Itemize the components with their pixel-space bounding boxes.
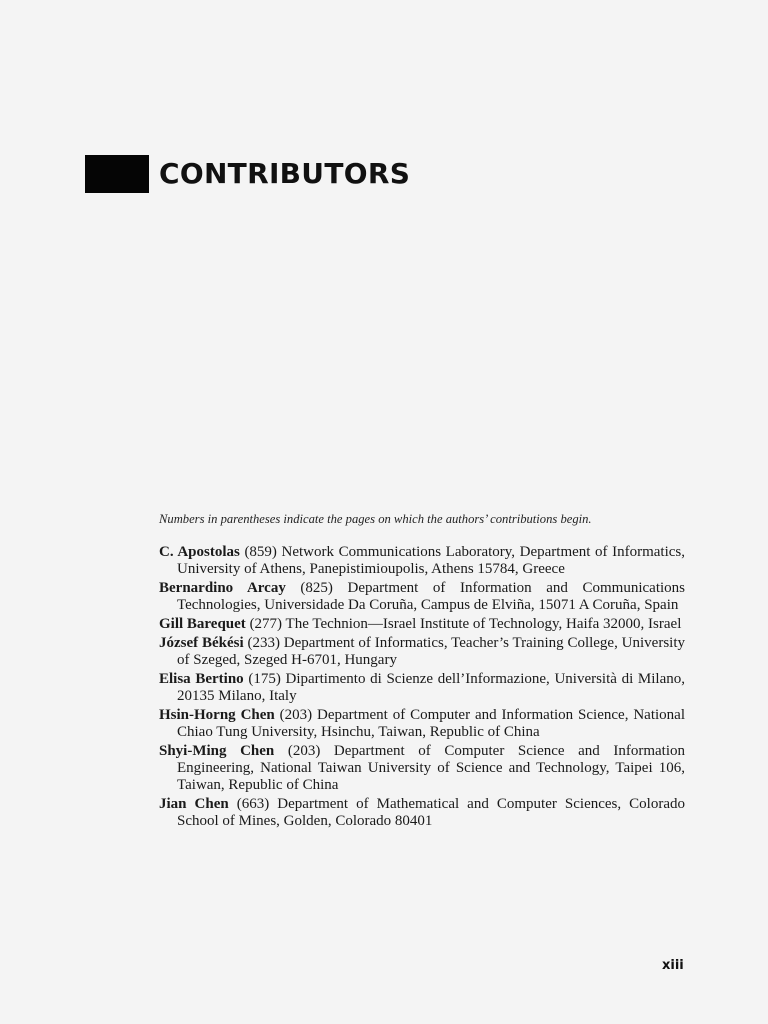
contributor-entry [159, 635, 685, 669]
contributor-name: C. Apostolas [159, 544, 240, 560]
contributor-name: Bernardino Arcay [159, 580, 286, 596]
contributor-details: (203) Department of Computer Science and Information Engineering, National Taiwan University of Science and Technology, Taipei 106, Taiwan, Republic of China [177, 743, 685, 793]
contributor-entry [159, 616, 685, 633]
contributor-entry [159, 671, 685, 705]
contributor-details: (203) Department of Computer and Information Science, National Chiao Tung University, Hsinchu, Taiwan, Republic of China [177, 707, 685, 740]
chapter-heading [85, 154, 410, 194]
contributors-list [159, 544, 685, 832]
contributor-name: József Békési [159, 635, 244, 651]
contributor-name: Shyi-Ming Chen [159, 743, 275, 759]
contributor-name: Hsin-Horng Chen [159, 707, 275, 723]
contributors-note: Numbers in parentheses indicate the pages on which the authors’ contributions begin. [159, 512, 592, 526]
contributor-details: (825) Department of Information and Communications Technologies, Universidade Da Coruña, Campus de Elviña, 15071 A Coruña, Spain [177, 580, 685, 613]
contributor-entry [159, 707, 685, 741]
contributor-details: (663) Department of Mathematical and Computer Sciences, Colorado School of Mines, Golden, Colorado 80401 [177, 796, 685, 829]
heading-bar [85, 155, 149, 193]
contributor-name: Jian Chen [159, 796, 229, 812]
contributor-name: Elisa Bertino [159, 671, 244, 687]
page-title: CONTRIBUTORS [159, 157, 411, 190]
page-number: xiii [662, 958, 684, 973]
contributor-name: Gill Barequet [159, 616, 246, 632]
contributor-details: (859) Network Communications Laboratory, Department of Informatics, University of Athens, Panepistimioupolis, Athens 15784, Greece [177, 544, 685, 577]
contributor-details: (233) Department of Informatics, Teacher’s Training College, University of Szeged, Szeged H-6701, Hungary [177, 635, 685, 668]
contributor-entry [159, 796, 685, 830]
contributor-entry [159, 580, 685, 614]
contributor-details: (277) The Technion—Israel Institute of Technology, Haifa 32000, Israel [245, 616, 682, 632]
contributor-entry [159, 743, 685, 794]
contributor-details: (175) Dipartimento di Scienze dell’Informazione, Università di Milano, 20135 Milano, Italy [177, 671, 685, 704]
contributor-entry [159, 544, 685, 578]
